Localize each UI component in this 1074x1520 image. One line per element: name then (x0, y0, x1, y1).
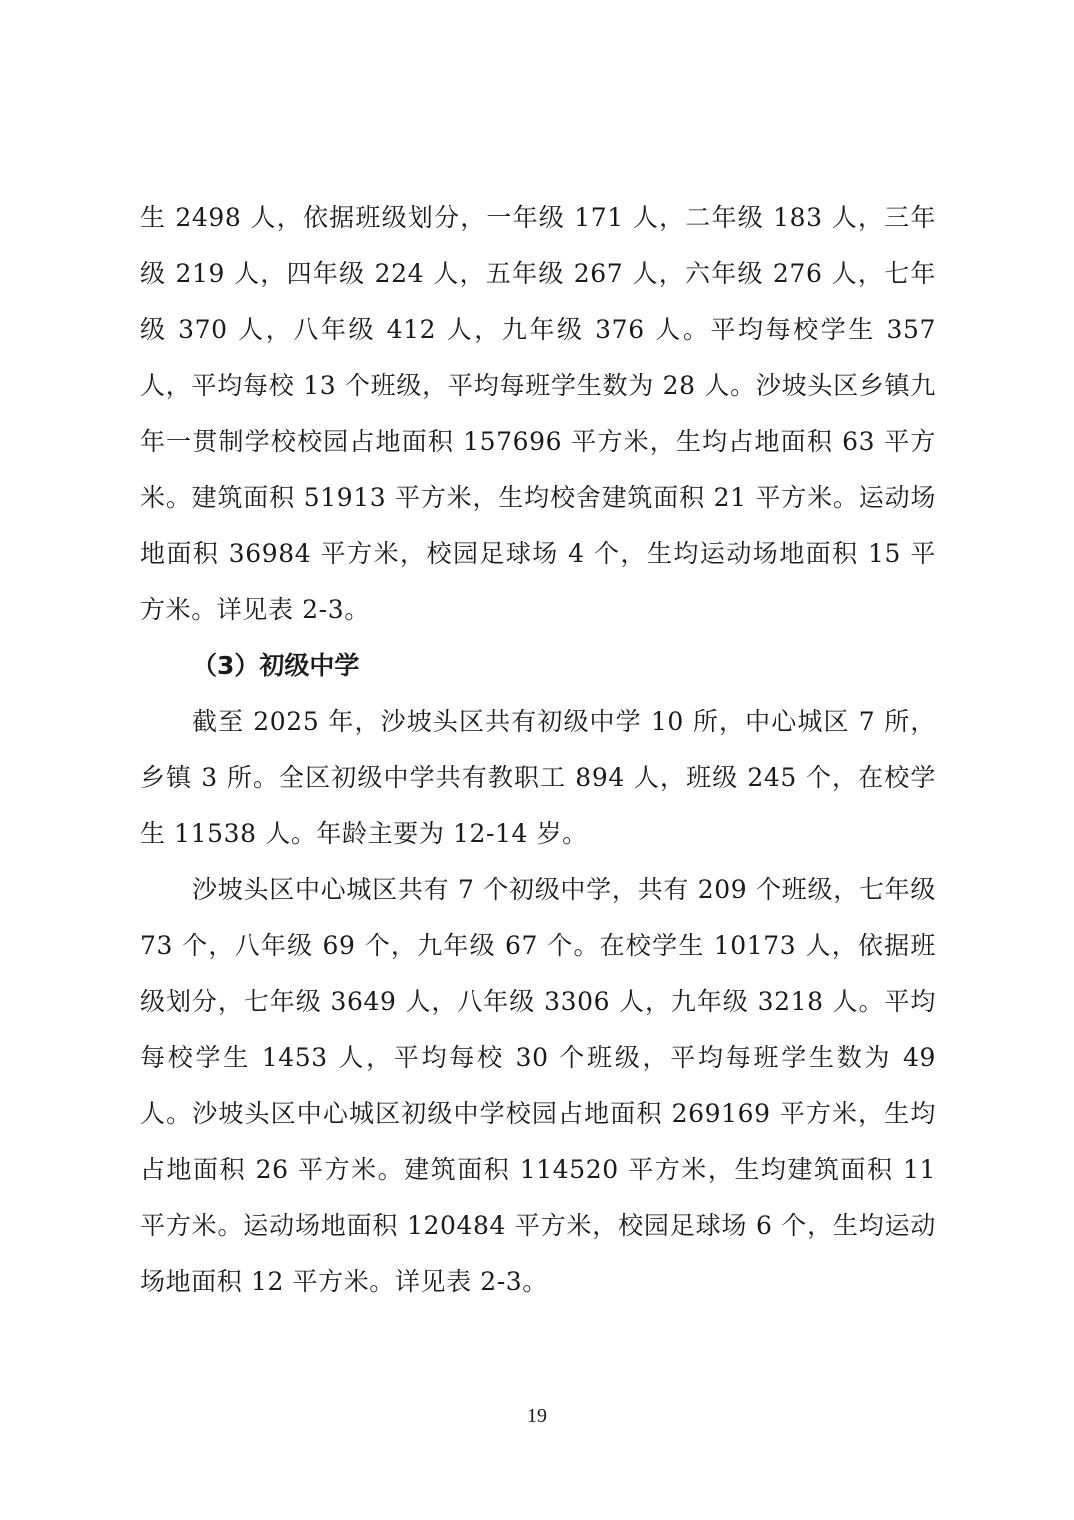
page-body (140, 190, 936, 1310)
page-number: 19 (527, 1405, 547, 1427)
section-heading-junior-middle-school: （3）初级中学 (192, 651, 360, 680)
paragraph-continuation: 生 2498 人，依据班级划分，一年级 171 人，二年级 183 人，三年级 219 人，四年级 224 人，五年级 267 人，六年级 276 人，七年级 370 人，八年级 412 人，九年级 376 人。平均每校学生 357 人，平均每校 13 个班级，平均每班学生数为 28 人。沙坡头区乡镇九年一贯制学校校园占地面积 157696 平方米，生均占地面积 63 平方米。建筑面积 51913 平方米，生均校舍建筑面积 21 平方米。运动场地面积 36984 平方米，校园足球场 4 个，生均运动场地面积 15 平方米。详见表 2-3。 (140, 203, 936, 624)
paragraph-central-city: 沙坡头区中心城区共有 7 个初级中学，共有 209 个班级，七年级 73 个，八年级 69 个，九年级 67 个。在校学生 10173 人，依据班级划分，七年级 3649 人，八年级 3306 人，九年级 3218 人。平均每校学生 1453 人，平均每校 30 个班级，平均每班学生数为 49 人。沙坡头区中心城区初级中学校园占地面积 269169 平方米，生均占地面积 26 平方米。建筑面积 114520 平方米，生均建筑面积 11 平方米。运动场地面积 120484 平方米，校园足球场 6 个，生均运动场地面积 12 平方米。详见表 2-3。 (140, 875, 936, 1296)
paragraph-overview: 截至 2025 年，沙坡头区共有初级中学 10 所，中心城区 7 所，乡镇 3 所。全区初级中学共有教职工 894 人，班级 245 个，在校学生 11538 人。年龄主要为 12-14 岁。 (140, 707, 936, 848)
